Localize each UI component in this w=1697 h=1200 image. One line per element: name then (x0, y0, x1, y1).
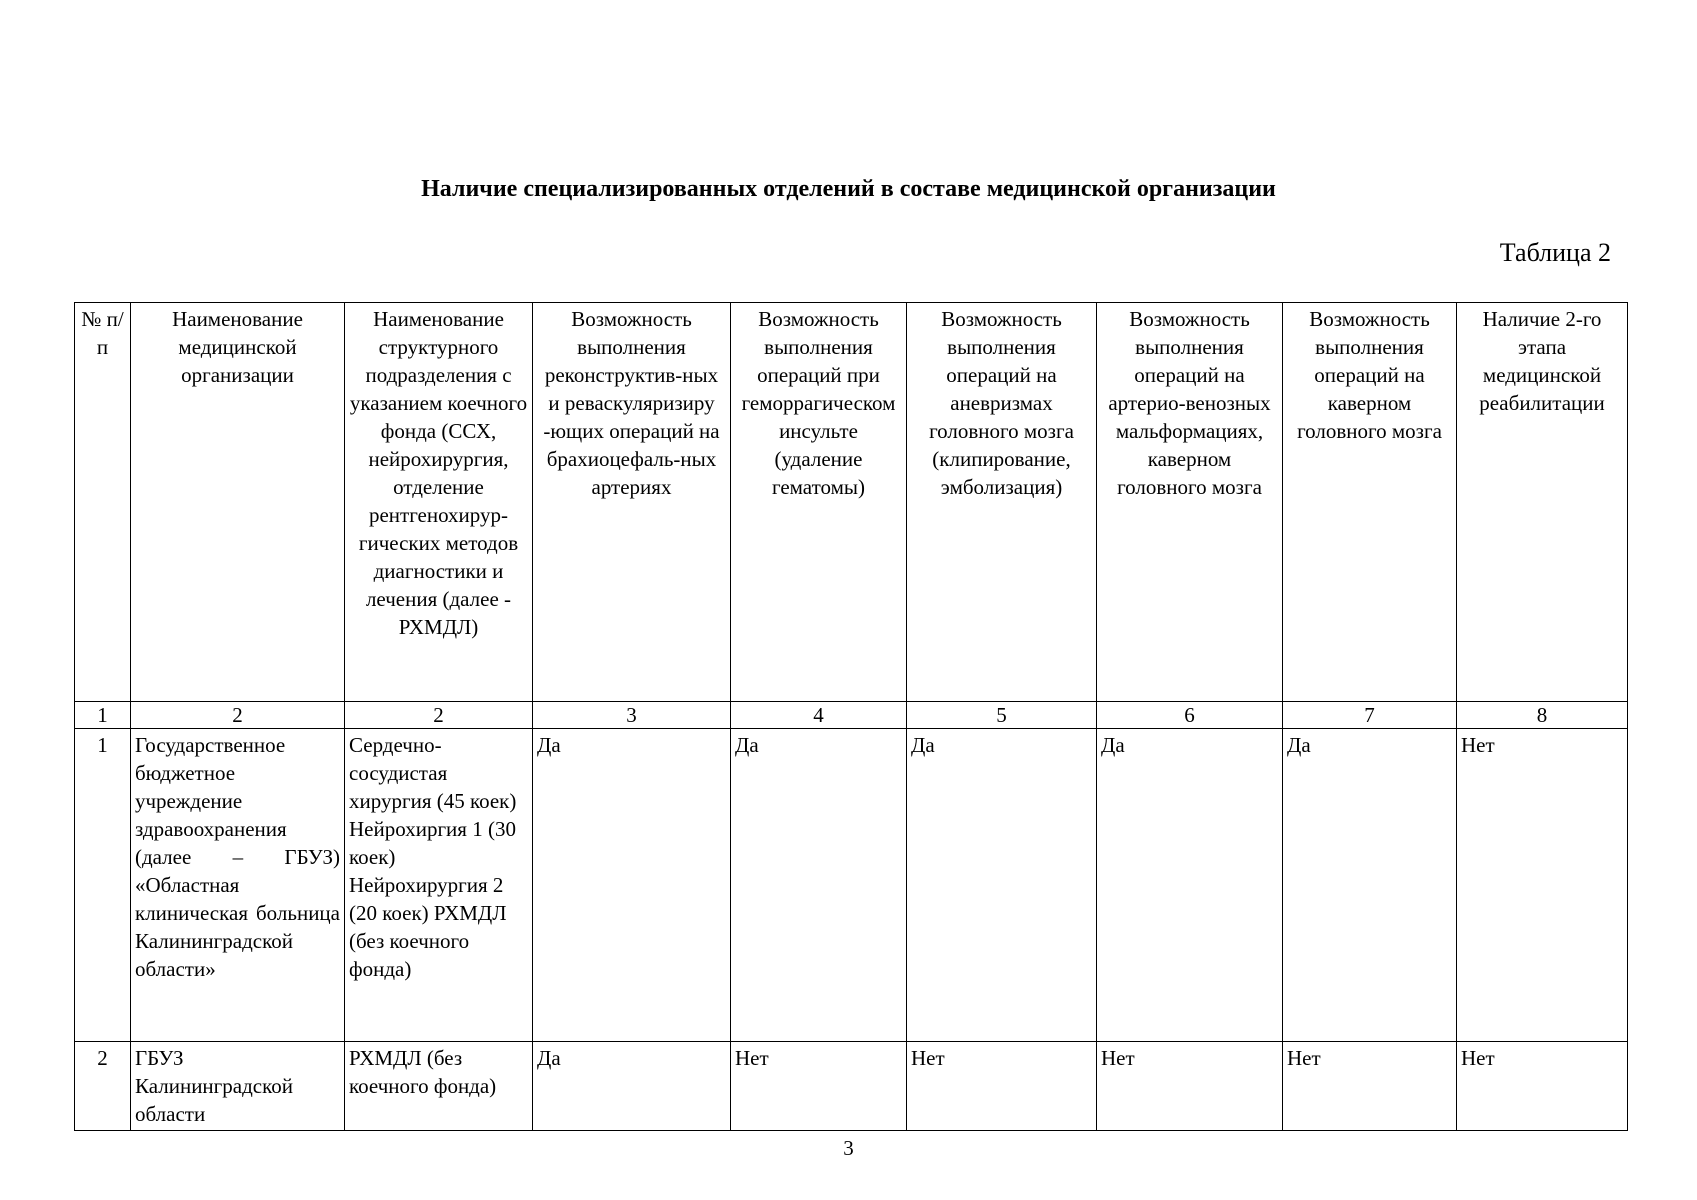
header-cell-col8: Наличие 2-го этапа медицинской реабилитации (1457, 303, 1628, 702)
table-row (75, 1042, 1628, 1131)
unit-cell: РХМДЛ (без коечного фонда) (345, 1042, 533, 1131)
document-title: Наличие специализированных отделений в составе медицинской организации (421, 176, 1276, 202)
column-number: 2 (131, 702, 345, 729)
value-cell: Да (1097, 729, 1283, 1042)
column-number: 3 (533, 702, 731, 729)
header-cell-unit: Наименование структурного подразделения с указанием коечного фонда (ССХ, нейрохирургия, отделение рентгенохирур-гических методов диагностики и лечения (далее - РХМДЛ) (345, 303, 533, 702)
value-cell: Да (1283, 729, 1457, 1042)
value-cell: Да (533, 729, 731, 1042)
page-number: 3 (843, 1136, 854, 1160)
table-label: Таблица 2 (1499, 238, 1611, 267)
value-cell: Нет (907, 1042, 1097, 1131)
header-cell-col5: Возможность выполнения операций на аневризмах головного мозга (клипирование, эмболизация) (907, 303, 1097, 702)
org-name-cell: ГБУЗ Калининградской области (131, 1042, 345, 1131)
column-number: 6 (1097, 702, 1283, 729)
row-number: 1 (75, 729, 131, 1042)
column-number-row (75, 702, 1628, 729)
column-number: 2 (345, 702, 533, 729)
value-cell: Да (731, 729, 907, 1042)
value-cell: Нет (1097, 1042, 1283, 1131)
header-cell-col4: Возможность выполнения операций при геморрагическом инсульте (удаление гематомы) (731, 303, 907, 702)
header-cell-col7: Возможность выполнения операций на каверном головного мозга (1283, 303, 1457, 702)
row-number: 2 (75, 1042, 131, 1131)
value-cell: Да (907, 729, 1097, 1042)
header-cell-col3: Возможность выполнения реконструктив-ных и реваскуляризиру -ющих операций на брахиоцефаль-ных артериях (533, 303, 731, 702)
header-cell-num: № п/п (75, 303, 131, 702)
header-cell-col6: Возможность выполнения операций на артерио-венозных мальформациях, каверном головного мозга (1097, 303, 1283, 702)
value-cell: Нет (1457, 1042, 1628, 1131)
column-number: 4 (731, 702, 907, 729)
value-cell: Нет (1457, 729, 1628, 1042)
column-number: 5 (907, 702, 1097, 729)
value-cell: Нет (1283, 1042, 1457, 1131)
value-cell: Нет (731, 1042, 907, 1131)
column-number: 1 (75, 702, 131, 729)
unit-cell: Сердечно-сосудистая хирургия (45 коек) Нейрохиргия 1 (30 коек) Нейрохирургия 2 (20 коек) РХМДЛ (без коечного фонда) (345, 729, 533, 1042)
departments-table (74, 302, 1628, 1131)
header-row (75, 303, 1628, 702)
column-number: 7 (1283, 702, 1457, 729)
column-number: 8 (1457, 702, 1628, 729)
header-cell-org: Наименование медицинской организации (131, 303, 345, 702)
table-row (75, 729, 1628, 1042)
value-cell: Да (533, 1042, 731, 1131)
org-name-cell: Государственное бюджетное учреждение здравоохранения (далее – ГБУЗ) «Областная клиническая больница Калининградской области» (131, 729, 345, 1042)
